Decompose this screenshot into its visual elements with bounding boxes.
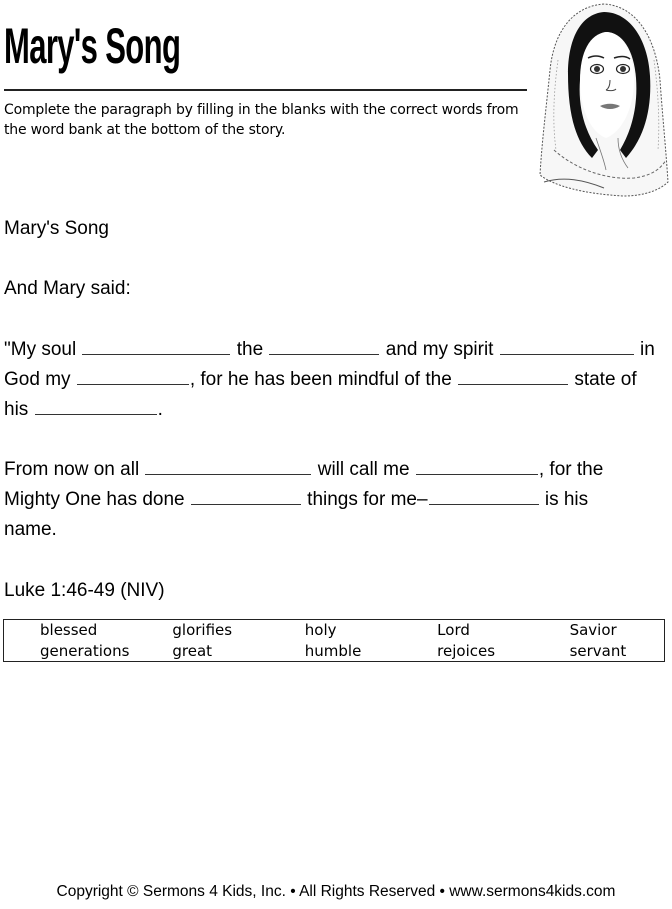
text-segment: God my xyxy=(4,369,76,390)
text-segment: in xyxy=(634,339,655,360)
worksheet-title: Mary's Song xyxy=(4,18,181,74)
fill-in-blank-10[interactable] xyxy=(429,488,539,505)
text-segment: "My soul xyxy=(4,339,82,360)
word-bank-item: Lord xyxy=(437,621,470,639)
paragraph-2-line xyxy=(4,515,603,545)
text-segment: state of xyxy=(569,369,637,390)
text-segment: things for me– xyxy=(301,489,428,510)
word-bank-item: holy xyxy=(304,621,337,639)
fill-in-blank-2[interactable] xyxy=(269,338,379,355)
fill-in-blank-1[interactable] xyxy=(82,338,230,355)
fill-in-blank-9[interactable] xyxy=(191,488,301,505)
word-bank xyxy=(3,619,665,662)
word-bank-item: rejoices xyxy=(437,642,496,660)
instructions-text: Complete the paragraph by filling in the blanks with the correct words from the word bank at the bottom of the story. xyxy=(4,102,519,138)
title-divider xyxy=(4,89,527,91)
story-intro: And Mary said: xyxy=(4,278,131,299)
fill-in-blank-3[interactable] xyxy=(500,338,634,355)
text-segment: . xyxy=(157,399,163,420)
text-segment: the xyxy=(231,339,269,360)
paragraph-2 xyxy=(4,455,603,545)
word-bank-item: Savior xyxy=(569,621,617,639)
fill-in-blank-8[interactable] xyxy=(416,458,538,475)
word-bank-item: great xyxy=(172,642,213,660)
paragraph-2-line xyxy=(4,455,603,485)
text-segment: Mighty One has done xyxy=(4,489,190,510)
scripture-reference: Luke 1:46-49 (NIV) xyxy=(4,580,165,601)
copyright-footer: Copyright © Sermons 4 Kids, Inc. • All Rights Reserved • www.sermons4kids.com xyxy=(56,883,616,900)
paragraph-1-line xyxy=(4,395,655,425)
word-bank-item: generations xyxy=(40,642,130,660)
text-segment: will call me xyxy=(312,459,415,480)
paragraph-2-line xyxy=(4,485,603,515)
text-segment: From now on all xyxy=(4,459,145,480)
text-segment: and my spirit xyxy=(380,339,499,360)
text-segment: his xyxy=(4,399,34,420)
word-bank-item: servant xyxy=(569,642,627,660)
text-segment: , for the xyxy=(538,459,604,480)
story-heading: Mary's Song xyxy=(4,218,110,239)
text-segment: , for he has been mindful of the xyxy=(189,369,458,390)
text-segment: name. xyxy=(4,519,57,540)
paragraph-1-line xyxy=(4,335,655,365)
word-bank-item: glorifies xyxy=(172,621,233,639)
mary-portrait-illustration xyxy=(534,0,670,198)
fill-in-blank-4[interactable] xyxy=(77,368,189,385)
text-segment: is his xyxy=(539,489,589,510)
paragraph-1 xyxy=(4,335,655,425)
word-bank-item: blessed xyxy=(40,621,98,639)
fill-in-blank-5[interactable] xyxy=(458,368,568,385)
fill-in-blank-7[interactable] xyxy=(145,458,311,475)
word-bank-item: humble xyxy=(304,642,362,660)
paragraph-1-line xyxy=(4,365,655,395)
fill-in-blank-6[interactable] xyxy=(35,398,157,415)
